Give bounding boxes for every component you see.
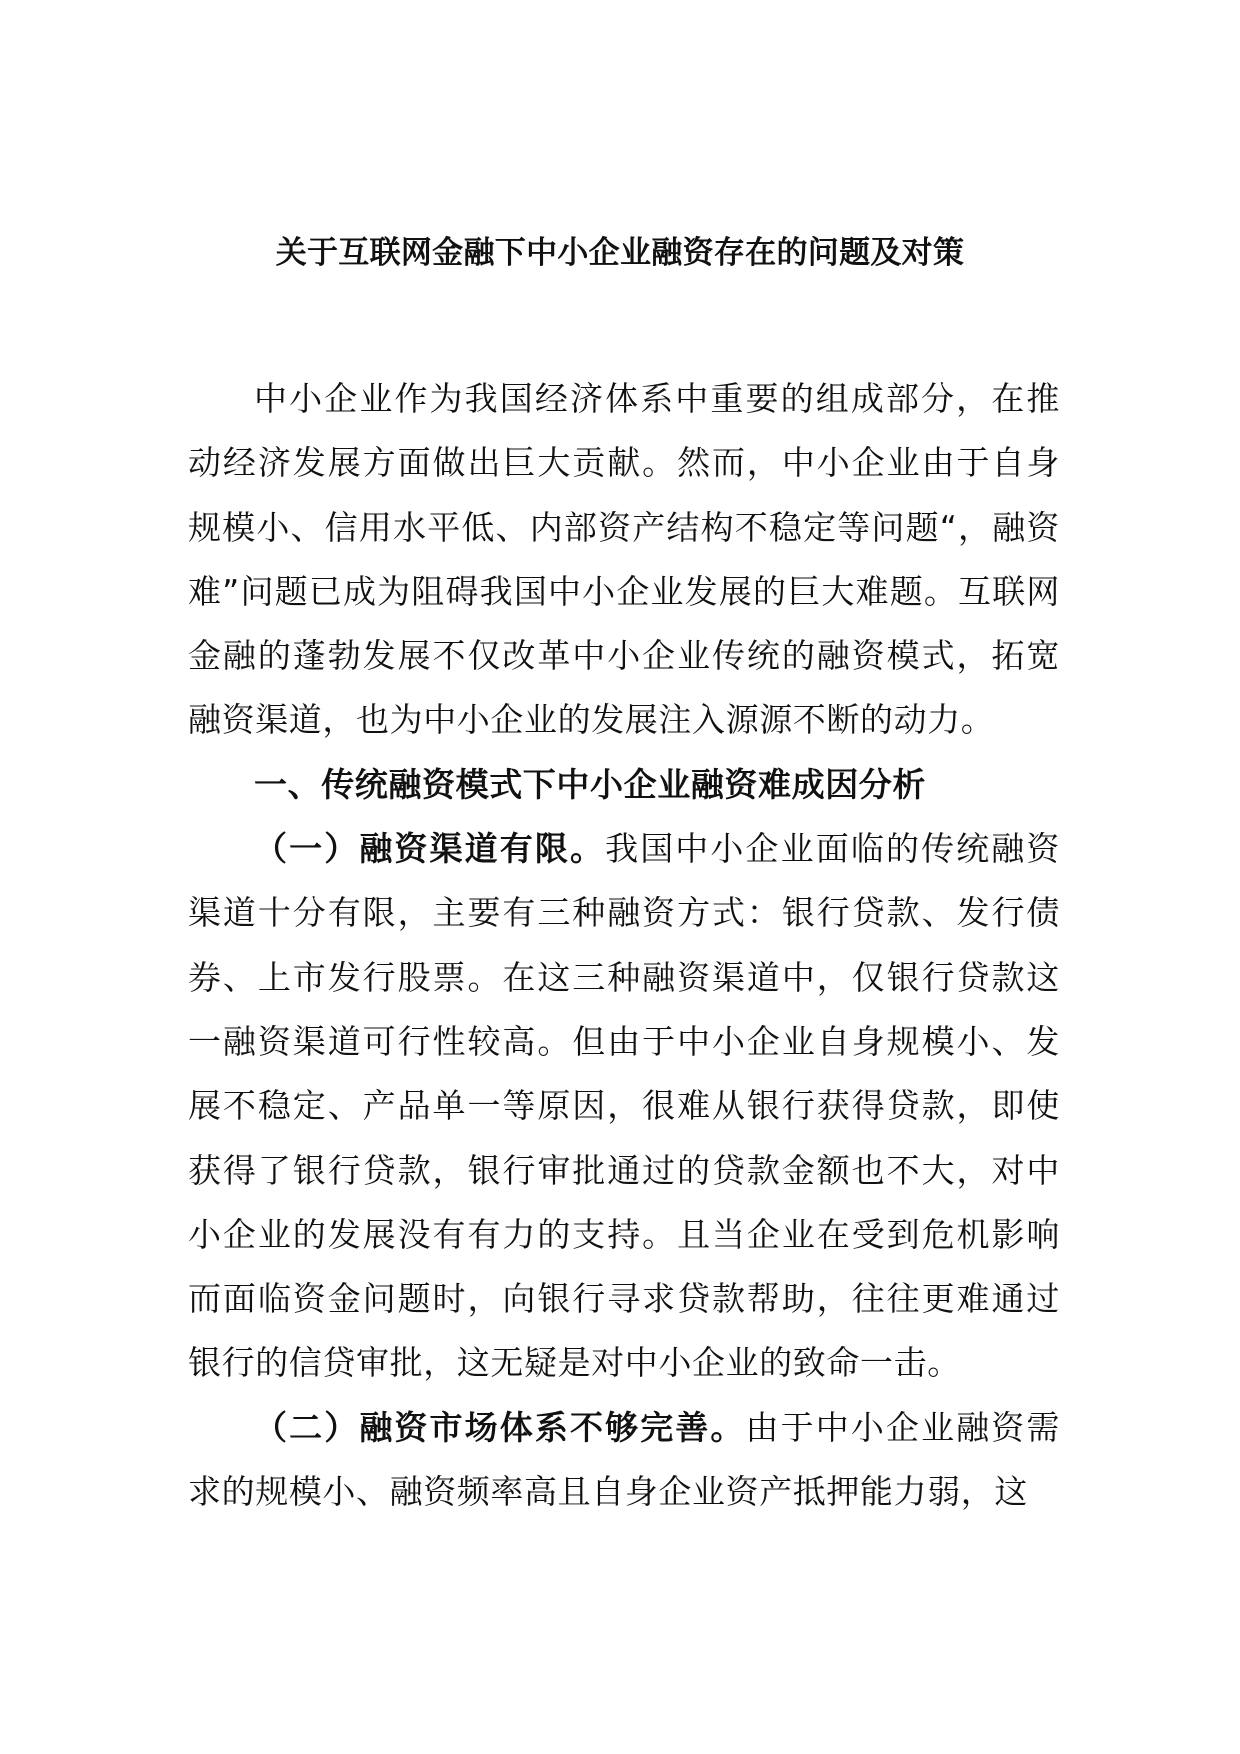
section-heading: 一、传统融资模式下中小企业融资难成因分析	[254, 764, 926, 804]
subsection-1-text: 我国中小企业面临的传统融资渠道十分有限，主要有三种融资方式：银行贷款、发行债券、上市发行股票。在这三种融资渠道中，仅银行贷款这一融资渠道可行性较高。但由于中小企业自身规模小、发展不稳定、产品单一等原因，很难从银行获得贷款，即使获得了银行贷款，银行审批通过的贷款金额也不大，对中小企业的发展没有有力的支持。且当企业在受到危机影响而面临资金问题时，向银行寻求贷款帮助，往往更难通过银行的信贷审批，这无疑是对中小企业的致命一击。	[188, 829, 1060, 1383]
document-body	[188, 367, 1060, 1524]
subsection-2-lead: （二）融资市场体系不够完善。	[254, 1407, 746, 1447]
subsection-1-lead: （一）融资渠道有限。	[254, 829, 606, 869]
subsection-2-paragraph	[188, 1396, 1060, 1525]
intro-paragraph: 中小企业作为我国经济体系中重要的组成部分，在推动经济发展方面做出巨大贡献。然而，中小企业由于自身规模小、信用水平低、内部资产结构不稳定等问题“，融资难”问题已成为阻碍我国中小企业发展的巨大难题。互联网金融的蓬勃发展不仅改革中小企业传统的融资模式，拓宽融资渠道，也为中小企业的发展注入源源不断的动力。	[188, 379, 1060, 740]
subsection-1-paragraph	[188, 817, 1060, 1396]
document-title: 关于互联网金融下中小企业融资存在的问题及对策	[275, 234, 965, 271]
subsection-2-text: 由于中小企业融资需求的规模小、融资频率高且自身企业资产抵押能力弱，这	[188, 1407, 1060, 1512]
